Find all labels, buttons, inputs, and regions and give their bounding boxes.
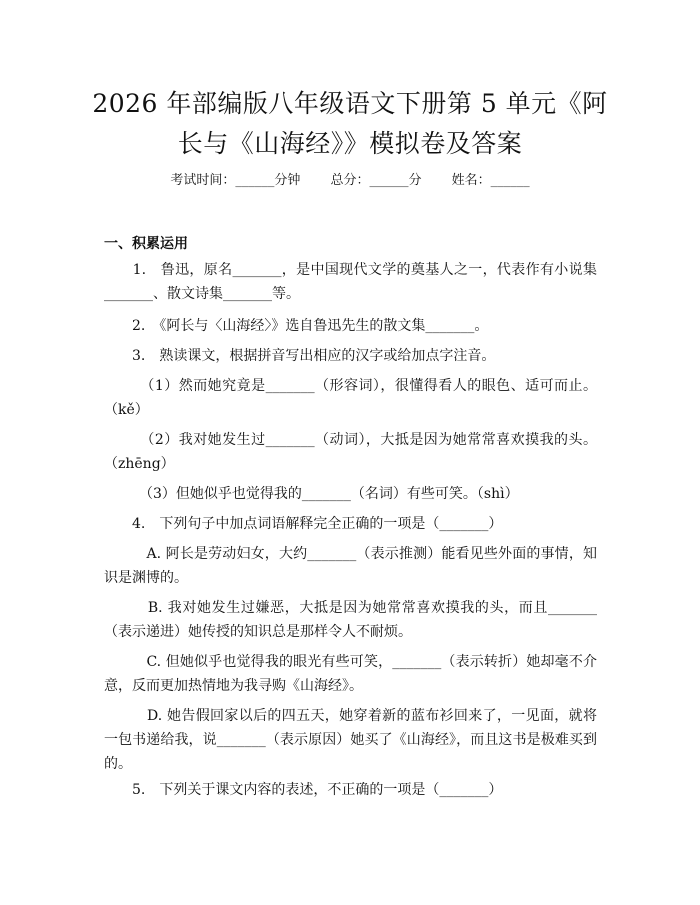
question-4: 4. 下列句子中加点词语解释完全正确的一项是（_______） — [104, 516, 503, 532]
title-line-1: 2026 年部编版八年级语文下册第 5 单元《阿 — [92, 89, 608, 118]
section-heading: 一、积累运用 — [104, 236, 188, 252]
question-4-option-d: D. 她告假回家以后的四五天，她穿着新的蓝布衫回来了，一见面，就将一包书递给我，说_______（表示原因）她买了《山海经》，而且这书是极难买到的。 — [104, 708, 597, 772]
question-3-2: （2）我对她发生过_______（动词），大抵是因为她常常喜欢摸我的头。（zhēng） — [104, 432, 597, 472]
question-4-option-c: C. 但她似乎也觉得我的眼光有些可笑，_______（表示转折）她却毫不介意，反而更加热情地为我寻购《山海经》。 — [104, 654, 597, 694]
question-1: 1. 鲁迅，原名_______，是中国现代文学的奠基人之一，代表作有小说集_______、散文诗集_______等。 — [104, 262, 597, 302]
question-4-option-a: A. 阿长是劳动妇女，大约_______（表示推测）能看见些外面的事情，知识是渊博的。 — [104, 546, 597, 586]
title-line-2: 长与《山海经》》模拟卷及答案 — [177, 129, 523, 158]
question-5: 5. 下列关于课文内容的表述，不正确的一项是（_______） — [104, 782, 503, 798]
question-3-1: （1）然而她究竟是_______（形容词），很懂得看人的眼色、适可而止。（kě） — [104, 378, 597, 418]
exam-time: 考试时间：______分钟 — [170, 173, 301, 188]
total-score: 总分：______分 — [330, 173, 422, 188]
student-name: 姓名：______ — [451, 173, 530, 188]
question-3-3: （3）但她似乎也觉得我的_______（名词）有些可笑。（shì） — [104, 486, 519, 502]
exam-info-line — [0, 169, 700, 188]
question-3: 3. 熟读课文，根据拼音写出相应的汉字或给加点字注音。 — [104, 348, 496, 364]
page-title — [60, 84, 640, 164]
question-4-option-b: B. 我对她发生过嫌恶，大抵是因为她常常喜欢摸我的头，而且_______（表示递进）她传授的知识总是那样令人不耐烦。 — [104, 600, 597, 640]
question-2: 2. 《阿长与〈山海经〉》选自鲁迅先生的散文集_______。 — [104, 318, 489, 334]
